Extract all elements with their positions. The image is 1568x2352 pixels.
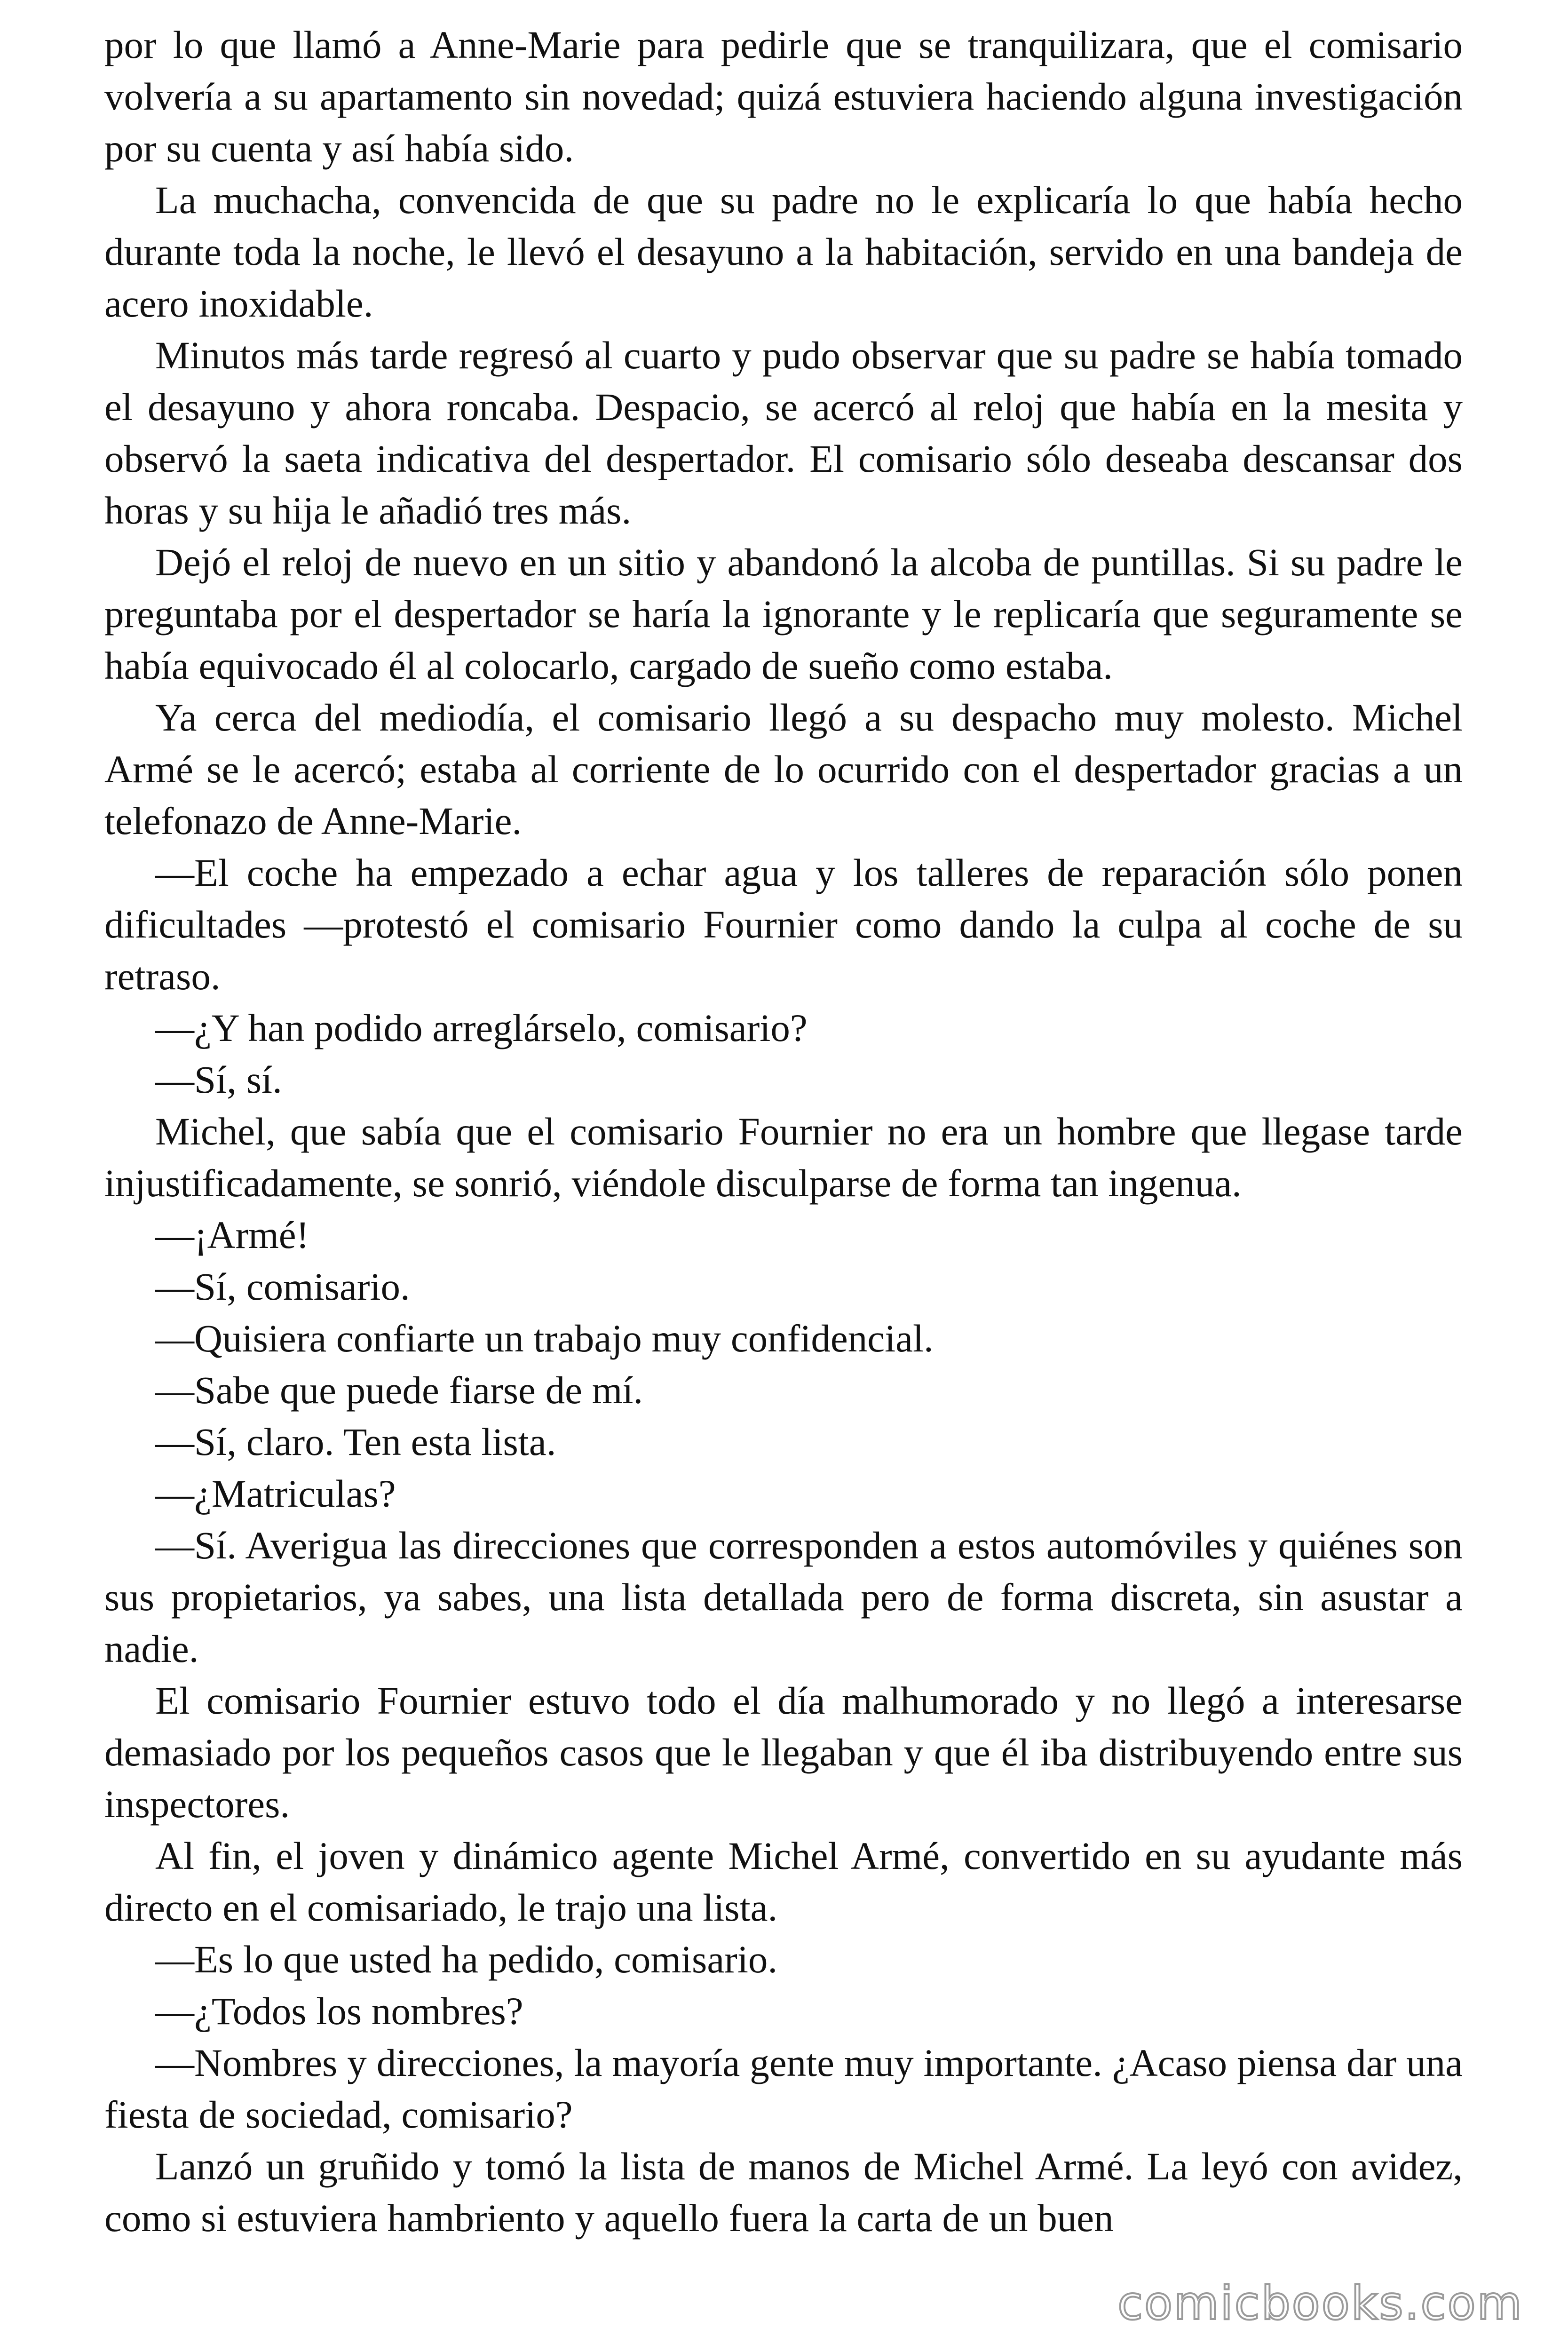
paragraph-1: por lo que llamó a Anne-Marie para pedirle que se tranquilizara, que el comisario volvería a su apartamento sin novedad; quizá estuviera haciendo alguna investigación por su cuenta y así había sido. (104, 23, 1463, 170)
page-body (104, 19, 1463, 2244)
paragraph-19: —Es lo que usted ha pedido, comisario. (155, 1938, 778, 1981)
paragraph-20: —¿Todos los nombres? (155, 1989, 523, 2033)
paragraph-12: —Quisiera confiarte un trabajo muy confidencial. (155, 1317, 934, 1360)
paragraph-8: —Sí, sí. (155, 1058, 282, 1101)
watermark: comicbooks.com (1117, 2277, 1523, 2330)
paragraph-14: —Sí, claro. Ten esta lista. (155, 1420, 556, 1463)
paragraph-2: La muchacha, convencida de que su padre no le explicaría lo que había hecho durante toda la noche, le llevó el desayuno a la habitación, servido en una bandeja de acero inoxidable. (104, 178, 1463, 325)
paragraph-9: Michel, que sabía que el comisario Fournier no era un hombre que llegase tarde injustificadamente, se sonrió, viéndole disculparse de forma tan ingenua. (104, 1110, 1463, 1205)
paragraph-4: Dejó el reloj de nuevo en un sitio y abandonó la alcoba de puntillas. Si su padre le preguntaba por el despertador se haría la ignorante y le replicaría que seguramente se había equivocado él al colocarlo, cargado de sueño como estaba. (104, 540, 1463, 687)
paragraph-17: El comisario Fournier estuvo todo el día malhumorado y no llegó a interesarse demasiado por los pequeños casos que le llegaban y que él iba distribuyendo entre sus inspectores. (104, 1679, 1463, 1826)
paragraph-5: Ya cerca del mediodía, el comisario llegó a su despacho muy molesto. Michel Armé se le acercó; estaba al corriente de lo ocurrido con el despertador gracias a un telefonazo de Anne-Marie. (104, 696, 1463, 842)
paragraph-10: —¡Armé! (155, 1213, 309, 1256)
paragraph-11: —Sí, comisario. (155, 1265, 410, 1308)
paragraph-13: —Sabe que puede fiarse de mí. (155, 1368, 643, 1412)
paragraph-16: —Sí. Averigua las direcciones que corresponden a estos automóviles y quiénes son sus propietarios, ya sabes, una lista detallada pero de forma discreta, sin asustar a nadie. (104, 1524, 1463, 1670)
paragraph-7: —¿Y han podido arreglárselo, comisario? (155, 1006, 808, 1049)
paragraph-18: Al fin, el joven y dinámico agente Michel Armé, convertido en su ayudante más directo en el comisariado, le trajo una lista. (104, 1834, 1463, 1929)
paragraph-15: —¿Matriculas? (155, 1472, 396, 1515)
paragraph-21: —Nombres y direcciones, la mayoría gente muy importante. ¿Acaso piensa dar una fiesta de sociedad, comisario? (104, 2041, 1463, 2136)
paragraph-6: —El coche ha empezado a echar agua y los talleres de reparación sólo ponen dificultades —protestó el comisario Fournier como dando la culpa al coche de su retraso. (104, 851, 1463, 998)
paragraph-3: Minutos más tarde regresó al cuarto y pudo observar que su padre se había tomado el desayuno y ahora roncaba. Despacio, se acercó al reloj que había en la mesita y observó la saeta indicativa del despertador. El comisario sólo deseaba descansar dos horas y su hija le añadió tres más. (104, 334, 1463, 532)
paragraph-22: Lanzó un gruñido y tomó la lista de manos de Michel Armé. La leyó con avidez, como si estuviera hambriento y aquello fuera la carta de un buen (104, 2145, 1463, 2240)
